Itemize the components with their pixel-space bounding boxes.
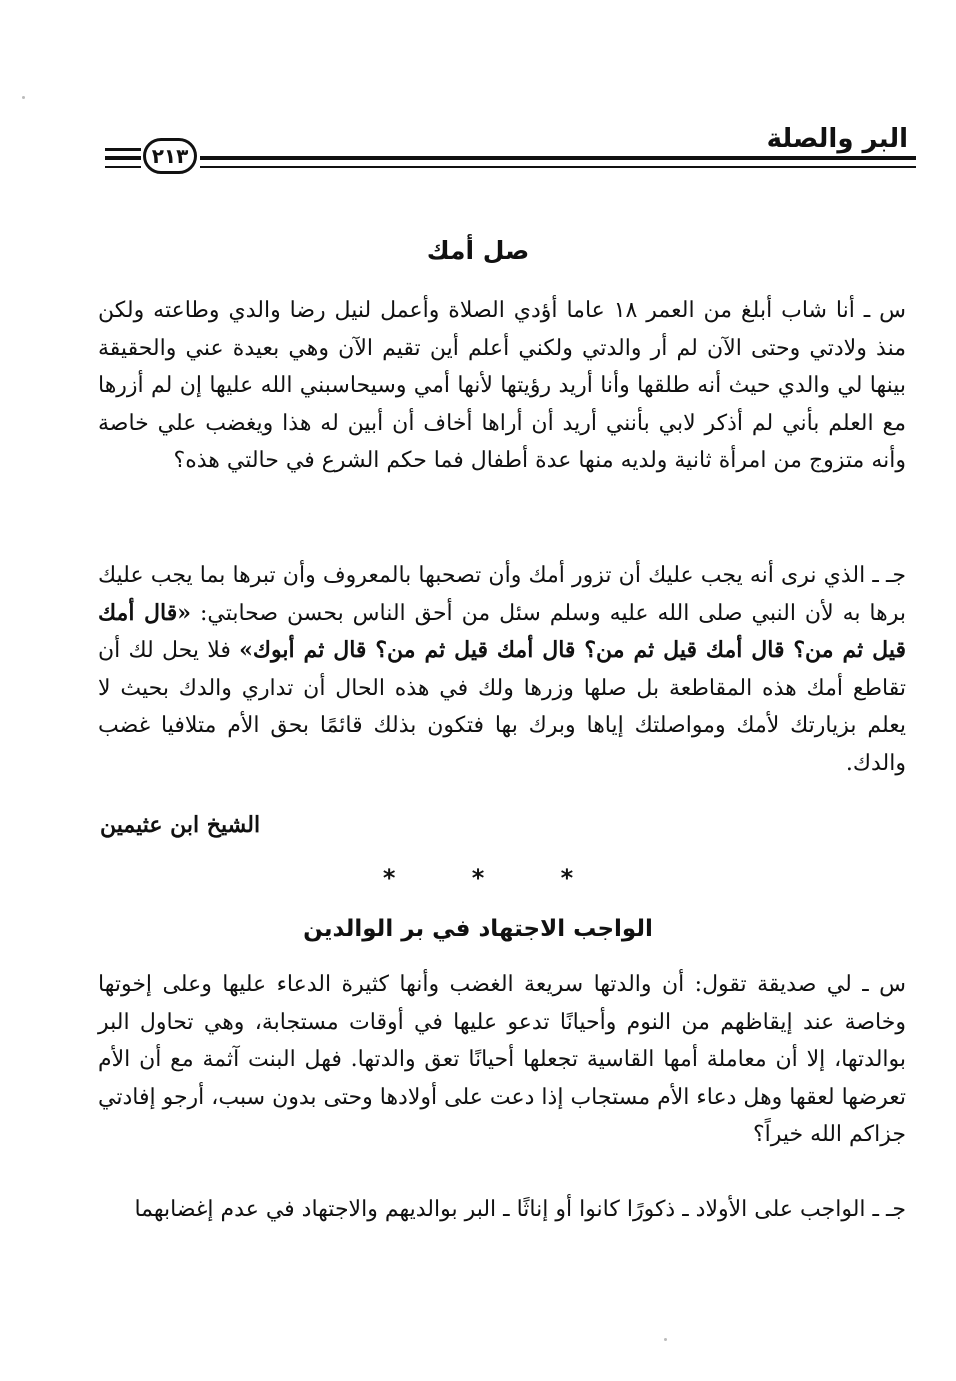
answer-paragraph: [98, 557, 906, 782]
page-number: ٢١٣: [143, 138, 197, 174]
question-paragraph: س ـ أنا شاب أبلغ من العمر ١٨ عاما أؤدي الصلاة وأعمل لنيل رضا والدي وطاعته ولكن منذ ولادتي وحتى الآن لم أر والدتي ولكني أعلم أين تقيم الآن وهي بعيدة عني والحقيقة بينها لي والدي حيث أنه طلقها وأنا أريد رؤيتها لأنها أمي وسيحاسبني الله عليها إن لم أزرها مع العلم بأني لم أذكر لابي بأنني أريد أن أراها أخاف أن أبين له هذا ويغضب علي خاصة وأنه متزوج من امرأة ثانية ولديه منها عدة أطفال فما حكم الشرع في حالتي هذه؟: [98, 298, 906, 473]
attribution: الشيخ ابن عثيمين: [100, 812, 261, 838]
answer-text: فلا يحل لك أن تقاطع أمك هذه المقاطعة بل صلها وزرها ولك في هذه الحال أن تداري والدك بحيث لا يعلم بزيارتك لأمك ومواصلتك إياها وبرك بها فتكون بذلك قائمًا بحق الأم متلافيا غضب والدك.: [98, 638, 906, 776]
header-rule-left: [105, 148, 141, 151]
answer-text: جـ ـ الذي نرى أنه يجب عليك أن تزور أمك وأن تصحبها بالمعروف وأن تبرها بما يجب عليك برها به لأن النبي صلى الله عليه وسلم سئل من أحق الناس بحسن صحابتي:: [98, 563, 906, 626]
scan-speck: [664, 1338, 667, 1341]
section-heading: صل أمك: [426, 236, 530, 265]
section-separator: * * *: [382, 864, 608, 892]
running-title: البر والصلة: [766, 124, 908, 154]
header-rule-left: [105, 156, 141, 160]
section-heading: الواجب الاجتهاد في بر الوالدين: [303, 916, 653, 942]
hadith-quote: «قال أمك قيل ثم من؟ قال أمك قيل ثم من؟ قال أمك قيل ثم من؟ قال ثم أبوك»: [98, 599, 906, 663]
header-rule-left: [105, 166, 141, 168]
question-paragraph: س ـ لي صديقة تقول: أن والدتها سريعة الغضب وأنها كثيرة الدعاء عليها وعلى إخوتها وخاصة عند إيقاظهم من النوم وأحيانًا تدعو عليها في أوقات مستجابة، وهي تحاول البر بوالدتها، إلا أن معاملة أمها القاسية تجعلها أحيانًا تعق والدتها. فهل البنت آثمة مع أن الأم تعرضها لعقها وهل دعاء الأم مستجاب إذا دعت على أولادها وحتى بدون سبب، أرجو إفادتي جزاكم الله خيراً؟: [98, 972, 906, 1147]
header-rule-thin: [200, 166, 916, 168]
header-rule-thick: [200, 156, 916, 160]
scan-speck: [22, 96, 25, 99]
answer-paragraph: جـ ـ الواجب على الأولاد ـ ذكورًا كانوا أو إناثًا ـ البر بوالديهم والاجتهاد في عدم إغضابهما: [134, 1197, 906, 1222]
